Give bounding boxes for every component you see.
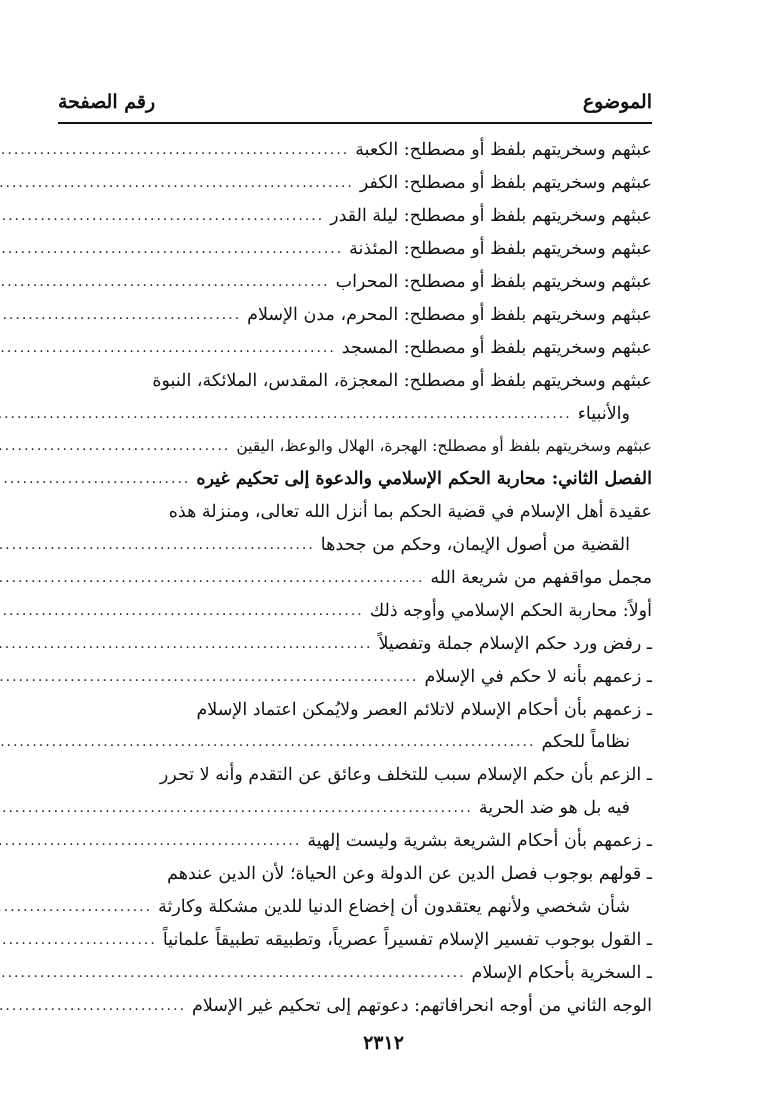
toc-entry-text: ـ القول بوجوب تفسير الإسلام تفسيراً عصرياً، وتطبيقه تطبيقاً علمانياً bbox=[162, 929, 652, 950]
toc-entry bbox=[58, 759, 652, 792]
toc-entry bbox=[58, 923, 652, 956]
toc-entry-text: عبثهم وسخريتهم بلفظ أو مصطلح: المئذنة bbox=[349, 239, 652, 260]
toc-chapter-entry bbox=[58, 463, 652, 496]
toc-entry bbox=[58, 956, 652, 989]
leader-dots bbox=[0, 208, 330, 224]
leader-dots bbox=[0, 537, 321, 553]
leader-dots bbox=[0, 603, 370, 619]
leader-dots bbox=[0, 932, 163, 948]
leader-dots bbox=[0, 669, 424, 685]
toc-entry-text: عقيدة أهل الإسلام في قضية الحكم بما أنزل الله تعالى، ومنزلة هذه bbox=[168, 502, 652, 523]
toc-entry bbox=[58, 167, 652, 200]
toc-entry bbox=[58, 693, 652, 726]
toc-entry-text: ـ زعمهم بأن أحكام الشريعة بشرية وليست إلهية bbox=[307, 831, 652, 852]
topic-column-heading: الموضوع bbox=[582, 91, 652, 113]
toc-entry bbox=[58, 364, 652, 397]
toc-entry bbox=[58, 858, 652, 891]
toc-entry-text: نظاماً للحكم bbox=[541, 732, 630, 753]
toc-entry bbox=[58, 627, 652, 660]
toc-entry-text: عبثهم وسخريتهم بلفظ أو مصطلح: المعجزة، المقدس، الملائكة، النبوة bbox=[152, 370, 652, 391]
leader-dots bbox=[0, 438, 236, 454]
leader-dots bbox=[0, 965, 472, 981]
toc-entry bbox=[58, 989, 652, 1022]
leader-dots bbox=[0, 800, 479, 816]
toc-entry bbox=[58, 825, 652, 858]
toc-entry-text: عبثهم وسخريتهم بلفظ أو مصطلح: الهجرة، الهلال والوعظ، اليقين bbox=[236, 437, 652, 456]
toc-entry-continuation bbox=[58, 792, 652, 825]
leader-dots bbox=[0, 636, 378, 652]
page-number: ٢٣١٢ bbox=[363, 1032, 404, 1054]
toc-entry-text: ـ السخرية بأحكام الإسلام bbox=[471, 962, 652, 983]
toc-entry-text: مجمل مواقفهم من شريعة الله bbox=[430, 568, 652, 589]
table-of-contents bbox=[58, 134, 652, 1022]
toc-entry-text: أولاً: محاربة الحكم الإسلامي وأوجه ذلك bbox=[369, 600, 652, 621]
leader-dots bbox=[0, 471, 196, 487]
toc-entry bbox=[58, 233, 652, 266]
toc-entry bbox=[58, 266, 652, 299]
toc-entry-text: القضية من أصول الإيمان، وحكم من جحدها bbox=[320, 535, 630, 556]
toc-entry-text: ـ رفض ورد حكم الإسلام جملة وتفصيلاً bbox=[378, 633, 652, 654]
toc-entry bbox=[58, 594, 652, 627]
leader-dots bbox=[0, 340, 342, 356]
toc-entry-text: فيه بل هو ضد الحرية bbox=[478, 798, 630, 819]
toc-entry-text: والأنبياء bbox=[577, 403, 630, 424]
toc-entry-continuation bbox=[58, 726, 652, 759]
leader-dots bbox=[0, 833, 307, 849]
toc-entry bbox=[58, 430, 652, 463]
toc-entry-text: ـ زعمهم بأنه لا حكم في الإسلام bbox=[424, 666, 652, 687]
toc-entry-continuation bbox=[58, 890, 652, 923]
toc-entry-text: عبثهم وسخريتهم بلفظ أو مصطلح: ليلة القدر bbox=[330, 206, 652, 227]
page-number-column-heading: رقم الصفحة bbox=[58, 91, 156, 113]
toc-entry-text: عبثهم وسخريتهم بلفظ أو مصطلح: الكعبة bbox=[355, 140, 652, 161]
toc-header bbox=[58, 88, 652, 116]
toc-entry bbox=[58, 496, 652, 529]
toc-entry-text: ـ قولهم بوجوب فصل الدين عن الدولة وعن الحياة؛ لأن الدين عندهم bbox=[167, 864, 652, 885]
toc-entry-text: عبثهم وسخريتهم بلفظ أو مصطلح: الكفر bbox=[359, 173, 652, 194]
toc-entry bbox=[58, 298, 652, 331]
toc-entry-text: ـ زعمهم بأن أحكام الإسلام لاتلائم العصر ولايُمكن اعتماد الإسلام bbox=[196, 699, 652, 720]
toc-entry bbox=[58, 562, 652, 595]
header-divider bbox=[58, 122, 652, 124]
toc-entry-continuation bbox=[58, 529, 652, 562]
toc-entry bbox=[58, 134, 652, 167]
leader-dots bbox=[0, 899, 158, 915]
leader-dots bbox=[0, 734, 541, 750]
toc-entry-continuation bbox=[58, 397, 652, 430]
toc-entry-text: عبثهم وسخريتهم بلفظ أو مصطلح: المسجد bbox=[341, 337, 652, 358]
toc-entry-text: الوجه الثاني من أوجه انحرافاتهم: دعوتهم إلى تحكيم غير الإسلام bbox=[192, 995, 652, 1016]
leader-dots bbox=[0, 998, 192, 1014]
leader-dots bbox=[0, 241, 349, 257]
toc-entry-text: عبثهم وسخريتهم بلفظ أو مصطلح: المحرم، مدن الإسلام bbox=[247, 304, 652, 325]
leader-dots bbox=[0, 175, 360, 191]
toc-entry-text: الفصل الثاني: محاربة الحكم الإسلامي والدعوة إلى تحكيم غيره bbox=[196, 469, 652, 490]
toc-entry bbox=[58, 660, 652, 693]
toc-entry bbox=[58, 200, 652, 233]
leader-dots bbox=[0, 274, 336, 290]
toc-entry-text: عبثهم وسخريتهم بلفظ أو مصطلح: المحراب bbox=[335, 272, 652, 292]
leader-dots bbox=[0, 307, 247, 323]
leader-dots bbox=[0, 570, 430, 586]
toc-entry-text: شأن شخصي ولأنهم يعتقدون أن إخضاع الدنيا للدين مشكلة وكارثة bbox=[158, 896, 630, 917]
toc-entry bbox=[58, 331, 652, 364]
leader-dots bbox=[0, 406, 578, 422]
toc-entry-text: ـ الزعم بأن حكم الإسلام سبب للتخلف وعائق عن التقدم وأنه لا تحرر bbox=[159, 765, 652, 786]
leader-dots bbox=[0, 142, 355, 158]
